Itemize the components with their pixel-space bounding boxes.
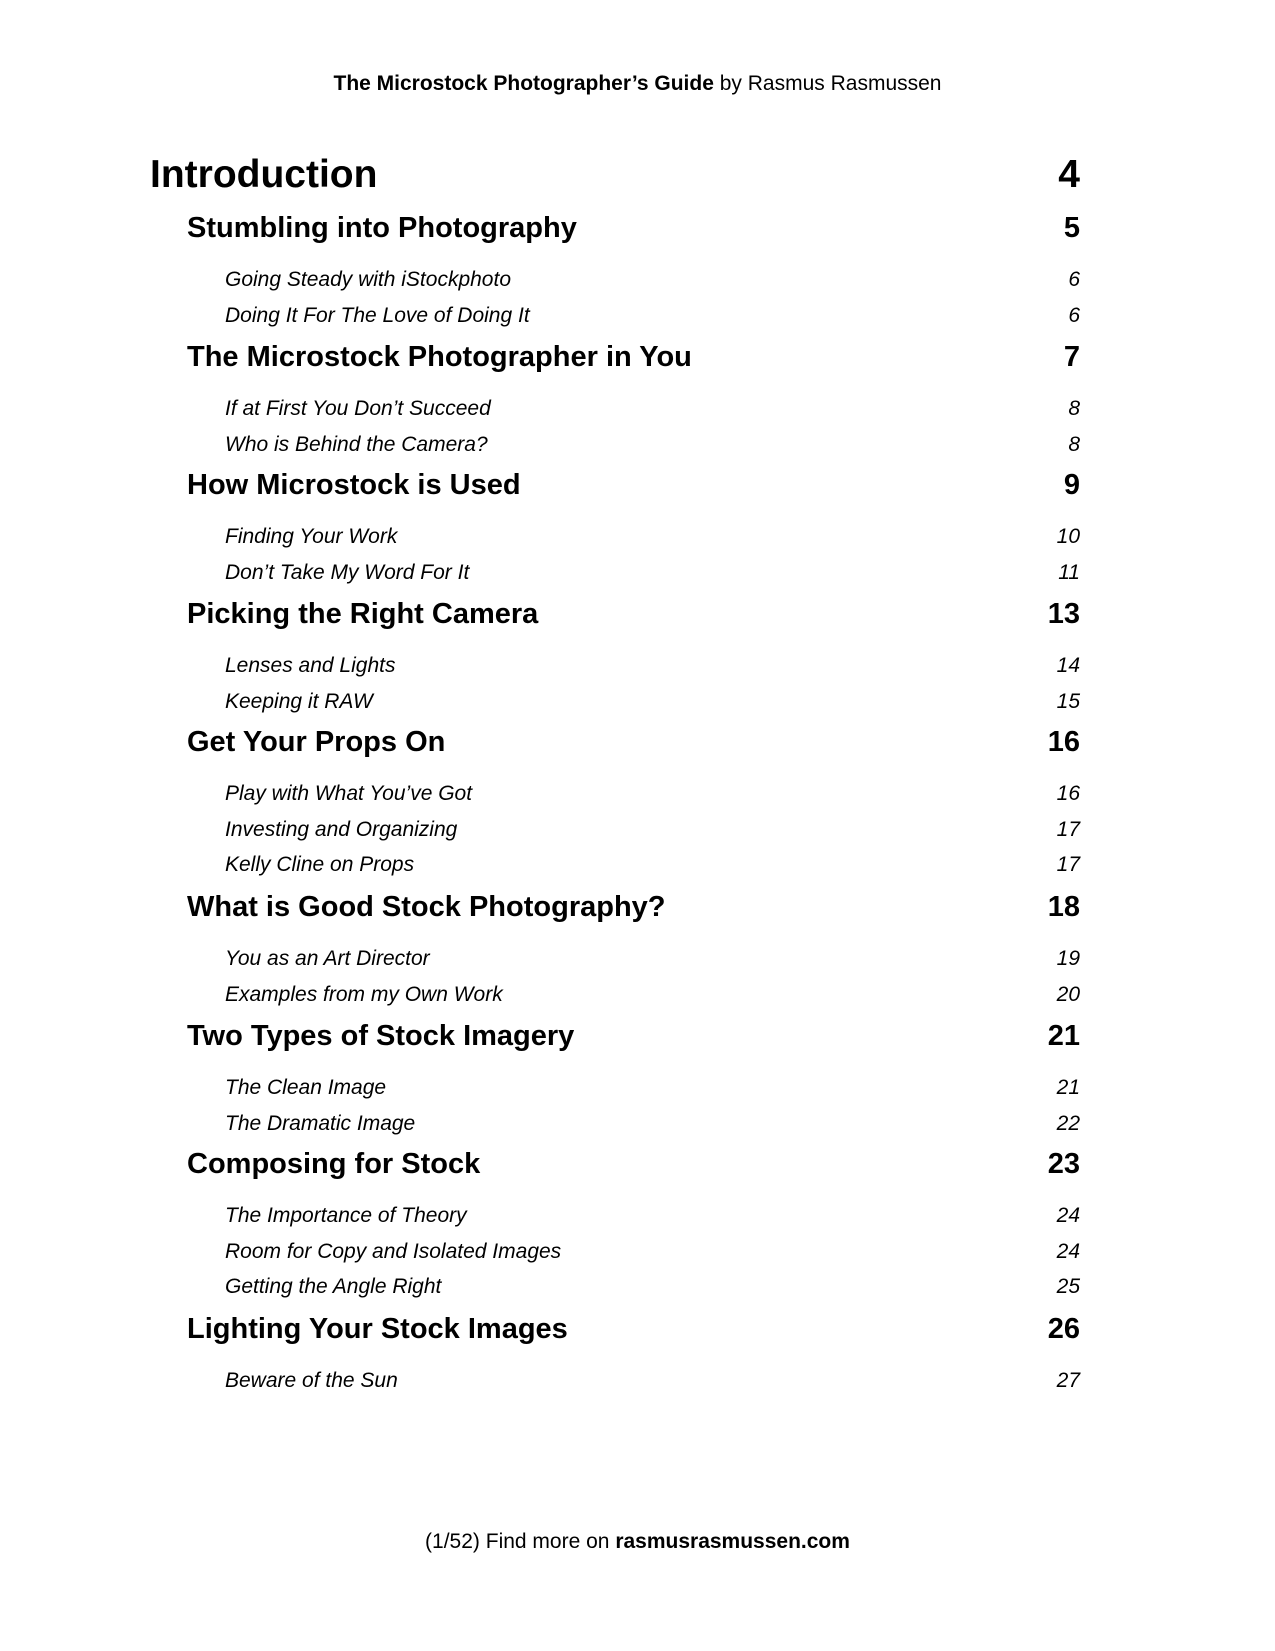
- toc-subsection-page: 14: [1056, 654, 1080, 677]
- toc-subsection-page: 21: [1056, 1076, 1080, 1099]
- toc-subsection[interactable]: [225, 688, 1080, 716]
- toc-subsection-title: Lenses and Lights: [225, 654, 396, 677]
- toc-subsection-page: 8: [1068, 432, 1080, 456]
- toc-section[interactable]: [187, 337, 1080, 377]
- toc-section[interactable]: [187, 722, 1080, 762]
- toc-section-title: Get Your Props On: [187, 725, 446, 758]
- toc-subsection[interactable]: [225, 652, 1080, 680]
- toc-subsection-page: 17: [1056, 817, 1080, 841]
- toc-subsection[interactable]: [225, 1110, 1080, 1138]
- toc-subsection-page: 24: [1056, 1239, 1080, 1263]
- toc-section-title: Two Types of Stock Imagery: [187, 1019, 575, 1052]
- byline: by Rasmus Rasmussen: [719, 72, 942, 95]
- toc-section-title: Picking the Right Camera: [187, 597, 539, 630]
- toc-section-page: 21: [1047, 1019, 1080, 1052]
- toc-subsection-page: 24: [1056, 1204, 1080, 1227]
- toc-subsection-title: Don’t Take My Word For It: [225, 560, 470, 584]
- toc-subsection-page: 17: [1056, 853, 1080, 877]
- book-title: The Microstock Photographer’s Guide: [333, 72, 714, 95]
- toc-subsection[interactable]: [225, 780, 1080, 808]
- toc-section-title: Lighting Your Stock Images: [187, 1312, 568, 1345]
- toc-subsection[interactable]: [225, 1367, 1080, 1395]
- toc-subsection-page: 6: [1068, 303, 1080, 327]
- toc-subsection[interactable]: [225, 1273, 1080, 1301]
- toc-section[interactable]: [187, 1309, 1080, 1349]
- toc-section-page: 13: [1047, 597, 1080, 630]
- toc-title-row[interactable]: [150, 150, 1080, 200]
- toc-subsection[interactable]: [225, 523, 1080, 551]
- toc-title: Introduction: [150, 153, 378, 196]
- toc-section[interactable]: [187, 465, 1080, 505]
- toc-subsection[interactable]: [225, 266, 1080, 294]
- toc-section-page: 9: [1063, 468, 1080, 501]
- toc-section-title: The Microstock Photographer in You: [187, 340, 692, 373]
- toc-subsection-title: Room for Copy and Isolated Images: [225, 1239, 562, 1263]
- toc-subsection-title: The Clean Image: [225, 1076, 387, 1099]
- toc-subsection-title: Investing and Organizing: [225, 817, 458, 841]
- toc-section[interactable]: [187, 208, 1080, 248]
- toc-subsection[interactable]: [225, 1238, 1080, 1266]
- toc-subsection[interactable]: [225, 1202, 1080, 1230]
- toc-section-page: 18: [1047, 890, 1080, 923]
- toc-subsection-title: Going Steady with iStockphoto: [225, 268, 512, 291]
- toc-subsection[interactable]: [225, 302, 1080, 330]
- page-header: [0, 72, 1275, 96]
- toc-section-title: Stumbling into Photography: [187, 211, 577, 244]
- toc-subsection-page: 8: [1068, 397, 1080, 420]
- toc-subsection[interactable]: [225, 395, 1080, 423]
- toc-subsection-page: 25: [1056, 1275, 1080, 1299]
- toc-subsection-title: Getting the Angle Right: [225, 1275, 442, 1299]
- toc-subsection-title: Kelly Cline on Props: [225, 853, 415, 877]
- toc-section-page: 5: [1063, 211, 1080, 244]
- toc-section-page: 7: [1063, 340, 1080, 373]
- toc-subsection-page: 10: [1056, 525, 1080, 548]
- toc-subsection[interactable]: [225, 945, 1080, 973]
- toc-subsection-title: If at First You Don’t Succeed: [225, 397, 491, 420]
- toc-subsection-title: The Importance of Theory: [225, 1204, 467, 1227]
- toc-section[interactable]: [187, 1144, 1080, 1184]
- toc-subsection-page: 11: [1058, 560, 1080, 584]
- toc-section-title: What is Good Stock Photography?: [187, 890, 666, 923]
- toc-subsection-title: The Dramatic Image: [225, 1111, 416, 1135]
- toc-subsection-page: 20: [1056, 982, 1080, 1006]
- toc-subsection-page: 16: [1056, 782, 1080, 805]
- page-footer: [0, 1530, 1275, 1554]
- toc-subsection[interactable]: [225, 981, 1080, 1009]
- toc-subsection-title: Who is Behind the Camera?: [225, 432, 488, 456]
- toc-subsection-title: You as an Art Director: [225, 947, 430, 970]
- toc-subsection-page: 27: [1056, 1369, 1080, 1392]
- toc-subsection-page: 22: [1056, 1111, 1080, 1135]
- toc-subsection-page: 15: [1056, 689, 1080, 713]
- toc-subsection-title: Keeping it RAW: [225, 689, 373, 713]
- toc-subsection[interactable]: [225, 559, 1080, 587]
- toc-subsection-title: Beware of the Sun: [225, 1369, 398, 1392]
- toc-subsection[interactable]: [225, 1074, 1080, 1102]
- toc-section-title: Composing for Stock: [187, 1147, 481, 1180]
- toc-title-page: 4: [1058, 153, 1080, 196]
- footer-site-link[interactable]: rasmusrasmussen.com: [615, 1530, 850, 1553]
- toc-subsection[interactable]: [225, 431, 1080, 459]
- toc-subsection-title: Examples from my Own Work: [225, 982, 503, 1006]
- toc-subsection-title: Doing It For The Love of Doing It: [225, 303, 530, 327]
- toc-section-page: 23: [1047, 1147, 1080, 1180]
- toc-subsection[interactable]: [225, 816, 1080, 844]
- footer-page-info: (1/52) Find more on: [425, 1530, 610, 1553]
- toc-subsection-title: Play with What You’ve Got: [225, 782, 473, 805]
- toc-subsection[interactable]: [225, 851, 1080, 879]
- toc-subsection-page: 6: [1068, 268, 1080, 291]
- toc-section-title: How Microstock is Used: [187, 468, 521, 501]
- toc-subsection-title: Finding Your Work: [225, 525, 398, 548]
- toc-section[interactable]: [187, 887, 1080, 927]
- toc-section-page: 16: [1047, 725, 1080, 758]
- toc-section[interactable]: [187, 594, 1080, 634]
- toc-subsection-page: 19: [1056, 947, 1080, 970]
- toc-section-page: 26: [1047, 1312, 1080, 1345]
- toc-section[interactable]: [187, 1016, 1080, 1056]
